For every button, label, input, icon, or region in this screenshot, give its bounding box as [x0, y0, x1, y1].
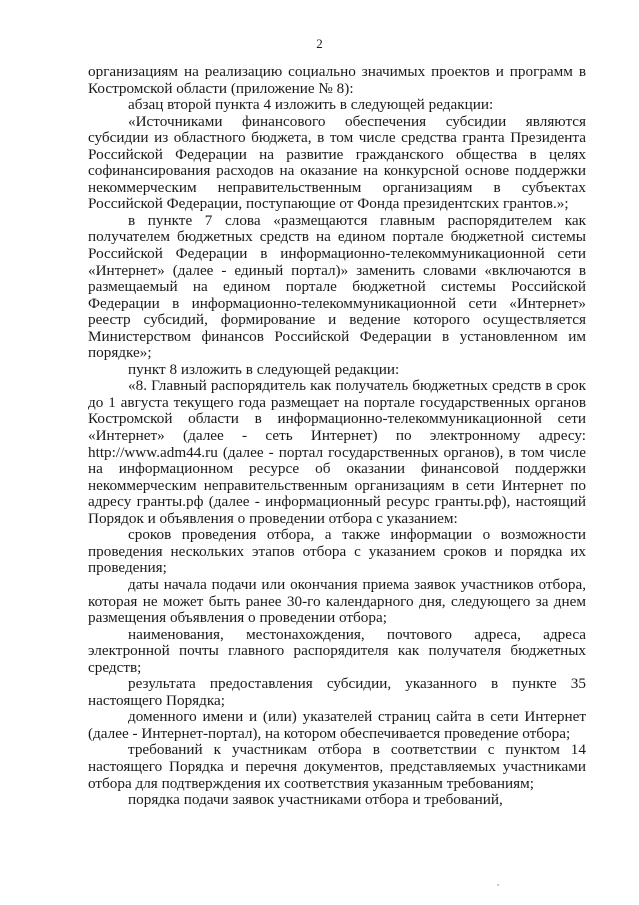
paragraph-list-item: наименования, местонахождения, почтового адреса, адреса электронной почты главного распорядителя как получателя бюджетных средств;: [88, 625, 586, 676]
paragraph-funding-sources: «Источниками финансового обеспечения субсидии являются субсидии из областного бюджета, в том числе средства гранта Президента Российской Федерации на развитие гражданского общества в целях софинансирования расходов на оказание на конкурсной основе поддержки некоммерческим неправительственным организациям в субъектах Российской Федерации, поступающие от Фонда президентских грантов.»;: [88, 112, 586, 213]
paragraph-list-item: требований к участникам отбора в соответствии с пунктом 14 настоящего Порядка и перечня документов, представляемых участниками отбора для подтверждения их соответствия указанным требованиям;: [88, 741, 586, 792]
document-body: [88, 64, 586, 809]
paragraph-list-item: доменного имени и (или) указателей страниц сайта в сети Интернет (далее - Интернет-портал), на котором обеспечивается проведение отбора;: [88, 708, 586, 742]
scan-speck: [497, 884, 499, 886]
paragraph-clause-8-text: «8. Главный распорядитель как получатель бюджетных средств в срок до 1 августа текущего года размещает на портале государственных органов Костромской области в информационно-телекоммуникационной сети «Интернет» (далее - сеть Интернет) по электронному адресу: http://www.adm44.ru (далее - портал государственных органов), в том числе на информационном ресурсе об оказании финансовой поддержки некоммерческим неправительственным организациям в сети Интернет по адресу гранты.рф (далее - информационный ресурс гранты.рф), настоящий Порядок и объявления о проведении отбора с указанием:: [88, 377, 586, 527]
paragraph-list-item: результата предоставления субсидии, указанного в пункте 35 настоящего Порядка;: [88, 675, 586, 709]
paragraph-list-item: порядка подачи заявок участниками отбора и требований,: [128, 791, 503, 809]
paragraph-amendment-clause-4: абзац второй пункта 4 изложить в следующей редакции:: [128, 96, 494, 114]
paragraph-list-item: сроков проведения отбора, а также информации о возможности проведения нескольких этапов отбора с указанием сроков и порядка их проведения;: [88, 526, 586, 577]
paragraph-list-item: даты начала подачи или окончания приема заявок участников отбора, которая не может быть ранее 30-го календарного дня, следующего за днем размещения объявления о проведении отбора;: [88, 575, 586, 627]
page-number: 2: [316, 36, 323, 51]
paragraph-amendment-clause-7: в пункте 7 слова «размещаются главным распорядителем как получателем бюджетных средств на едином портале бюджетной системы Российской Федерации в информационно-телекоммуникационной сети «Интернет» (далее - единый портал)» заменить словами «включаются в размещаемый на едином портале бюджетной системы Российской Федерации в информационно-телекоммуникационной сети «Интернет» реестр субсидий, формирование и ведение которого осуществляется Министерством финансов Российской Федерации в установленном им порядке»;: [88, 211, 586, 362]
paragraph-continuation: организациям на реализацию социально значимых проектов и программ в Костромской области (приложение № 8):: [88, 63, 586, 97]
paragraph-amendment-clause-8: пункт 8 изложить в следующей редакции:: [128, 360, 400, 378]
